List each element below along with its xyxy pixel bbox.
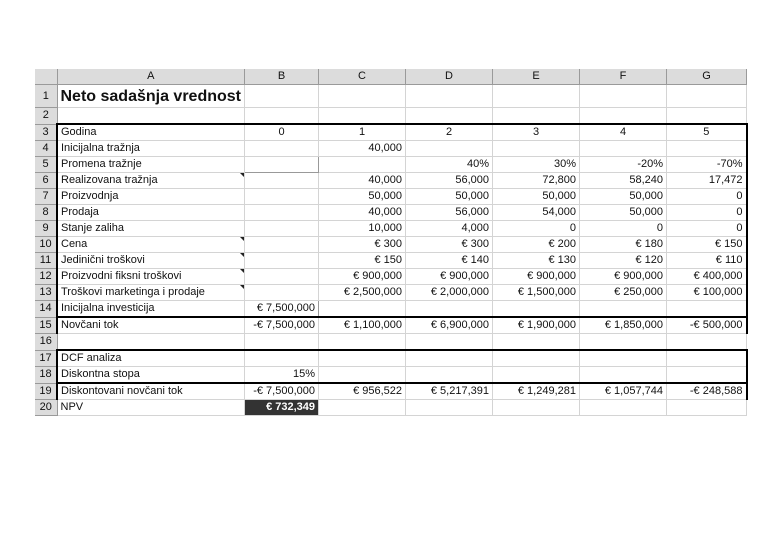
value-cell[interactable]: 0	[667, 189, 747, 205]
row-header-4[interactable]: 4	[35, 141, 57, 157]
value-cell[interactable]: 0	[580, 221, 667, 237]
value-cell[interactable]: € 300	[319, 237, 406, 253]
row-label[interactable]: Promena tražnje	[57, 157, 245, 173]
cell[interactable]	[406, 85, 493, 108]
row-header-1[interactable]: 1	[35, 85, 57, 108]
row-label[interactable]: Realizovana tražnja	[57, 173, 245, 189]
discount-rate-cell[interactable]: 15%	[245, 367, 319, 384]
value-cell[interactable]: € 900,000	[319, 269, 406, 285]
label-godina[interactable]: Godina	[57, 124, 245, 141]
value-cell[interactable]	[245, 221, 319, 237]
cell[interactable]	[580, 85, 667, 108]
select-all-corner[interactable]	[35, 69, 57, 85]
row-label[interactable]: Cena	[57, 237, 245, 253]
row-label[interactable]: Inicijalna investicija	[57, 301, 245, 318]
year-cell[interactable]: 0	[245, 124, 319, 141]
row-header-8[interactable]: 8	[35, 205, 57, 221]
value-cell[interactable]: 0	[667, 205, 747, 221]
cell[interactable]	[493, 400, 580, 416]
value-cell[interactable]: € 7,500,000	[245, 301, 319, 318]
cell[interactable]	[57, 334, 245, 351]
value-cell[interactable]: 0	[667, 221, 747, 237]
cell[interactable]	[493, 334, 580, 351]
label-novcani-tok[interactable]: Novčani tok	[57, 317, 245, 334]
column-header-B[interactable]: B	[245, 69, 319, 85]
value-cell[interactable]: 4,000	[406, 221, 493, 237]
discounted-cell[interactable]: € 1,249,281	[493, 383, 580, 400]
column-header-G[interactable]: G	[667, 69, 747, 85]
value-cell[interactable]: 54,000	[493, 205, 580, 221]
year-cell[interactable]: 2	[406, 124, 493, 141]
row-label[interactable]: Troškovi marketinga i prodaje	[57, 285, 245, 301]
discounted-cell[interactable]: -€ 248,588	[667, 383, 747, 400]
value-cell[interactable]: 10,000	[319, 221, 406, 237]
cell[interactable]	[245, 350, 319, 367]
cell[interactable]	[245, 108, 319, 125]
cell[interactable]	[57, 108, 245, 125]
value-cell[interactable]	[245, 189, 319, 205]
value-cell[interactable]	[493, 301, 580, 318]
row-label[interactable]: Jedinični troškovi	[57, 253, 245, 269]
row-header-6[interactable]: 6	[35, 173, 57, 189]
value-cell[interactable]: 40,000	[319, 141, 406, 157]
row-label[interactable]: Stanje zaliha	[57, 221, 245, 237]
value-cell[interactable]	[319, 157, 406, 173]
spreadsheet-grid[interactable]	[35, 69, 748, 416]
cell[interactable]	[493, 108, 580, 125]
value-cell[interactable]	[245, 141, 319, 157]
cell[interactable]	[667, 400, 747, 416]
value-cell[interactable]: € 150	[667, 237, 747, 253]
cell[interactable]	[245, 334, 319, 351]
row-header-17[interactable]: 17	[35, 350, 57, 367]
value-cell[interactable]	[245, 269, 319, 285]
row-header-9[interactable]: 9	[35, 221, 57, 237]
value-cell[interactable]: € 900,000	[493, 269, 580, 285]
value-cell[interactable]: 50,000	[580, 189, 667, 205]
cell[interactable]	[580, 367, 667, 384]
sheet-title[interactable]: Neto sadašnja vrednost	[57, 85, 245, 108]
value-cell[interactable]	[580, 301, 667, 318]
discounted-cell[interactable]: € 5,217,391	[406, 383, 493, 400]
year-cell[interactable]: 4	[580, 124, 667, 141]
cell[interactable]	[580, 350, 667, 367]
value-cell[interactable]	[245, 173, 319, 189]
row-label[interactable]: Proizvodni fiksni troškovi	[57, 269, 245, 285]
value-cell[interactable]: -20%	[580, 157, 667, 173]
cashflow-cell[interactable]: € 1,100,000	[319, 317, 406, 334]
value-cell[interactable]	[319, 301, 406, 318]
value-cell[interactable]: € 100,000	[667, 285, 747, 301]
value-cell[interactable]	[406, 301, 493, 318]
value-cell[interactable]: € 120	[580, 253, 667, 269]
year-cell[interactable]: 5	[667, 124, 747, 141]
cell[interactable]	[580, 400, 667, 416]
cell[interactable]	[319, 85, 406, 108]
value-cell[interactable]: 58,240	[580, 173, 667, 189]
value-cell[interactable]: € 400,000	[667, 269, 747, 285]
value-cell[interactable]: 50,000	[319, 189, 406, 205]
column-header-E[interactable]: E	[493, 69, 580, 85]
cell[interactable]	[406, 367, 493, 384]
cell[interactable]	[406, 108, 493, 125]
column-header-C[interactable]: C	[319, 69, 406, 85]
cell[interactable]	[319, 334, 406, 351]
row-header-11[interactable]: 11	[35, 253, 57, 269]
value-cell[interactable]: € 130	[493, 253, 580, 269]
value-cell[interactable]	[245, 205, 319, 221]
value-cell[interactable]: € 900,000	[406, 269, 493, 285]
label-diskontovani-tok[interactable]: Diskontovani novčani tok	[57, 383, 245, 400]
value-cell[interactable]: 56,000	[406, 173, 493, 189]
cell[interactable]	[493, 367, 580, 384]
cell[interactable]	[667, 108, 747, 125]
value-cell[interactable]	[406, 141, 493, 157]
row-header-12[interactable]: 12	[35, 269, 57, 285]
cell[interactable]	[319, 108, 406, 125]
value-cell[interactable]: 0	[493, 221, 580, 237]
row-header-20[interactable]: 20	[35, 400, 57, 416]
value-cell[interactable]	[245, 285, 319, 301]
value-cell[interactable]: € 1,500,000	[493, 285, 580, 301]
value-cell[interactable]: 40%	[406, 157, 493, 173]
cell[interactable]	[319, 350, 406, 367]
value-cell[interactable]: € 250,000	[580, 285, 667, 301]
label-dcf-analiza[interactable]: DCF analiza	[57, 350, 245, 367]
discounted-cell[interactable]: € 1,057,744	[580, 383, 667, 400]
row-header-7[interactable]: 7	[35, 189, 57, 205]
value-cell[interactable]: € 300	[406, 237, 493, 253]
cashflow-cell[interactable]: € 1,900,000	[493, 317, 580, 334]
value-cell[interactable]: € 150	[319, 253, 406, 269]
year-cell[interactable]: 1	[319, 124, 406, 141]
cell[interactable]	[667, 350, 747, 367]
value-cell[interactable]: 40,000	[319, 205, 406, 221]
cashflow-cell[interactable]: -€ 7,500,000	[245, 317, 319, 334]
row-header-19[interactable]: 19	[35, 383, 57, 400]
cell[interactable]	[245, 85, 319, 108]
row-header-15[interactable]: 15	[35, 317, 57, 334]
value-cell[interactable]: 72,800	[493, 173, 580, 189]
value-cell[interactable]: € 2,000,000	[406, 285, 493, 301]
value-cell[interactable]: € 110	[667, 253, 747, 269]
cashflow-cell[interactable]: -€ 500,000	[667, 317, 747, 334]
value-cell[interactable]: € 900,000	[580, 269, 667, 285]
value-cell[interactable]	[245, 157, 319, 173]
row-header-14[interactable]: 14	[35, 301, 57, 318]
row-label[interactable]: Inicijalna tražnja	[57, 141, 245, 157]
value-cell[interactable]: 56,000	[406, 205, 493, 221]
value-cell[interactable]: 30%	[493, 157, 580, 173]
cell[interactable]	[406, 400, 493, 416]
cashflow-cell[interactable]: € 6,900,000	[406, 317, 493, 334]
value-cell[interactable]: € 140	[406, 253, 493, 269]
cell[interactable]	[319, 400, 406, 416]
row-header-10[interactable]: 10	[35, 237, 57, 253]
row-header-16[interactable]: 16	[35, 334, 57, 351]
cell[interactable]	[406, 334, 493, 351]
value-cell[interactable]	[667, 301, 747, 318]
npv-value-cell[interactable]: € 732,349	[245, 400, 319, 416]
cell[interactable]	[667, 85, 747, 108]
value-cell[interactable]: 50,000	[406, 189, 493, 205]
cell[interactable]	[319, 367, 406, 384]
cell[interactable]	[667, 367, 747, 384]
value-cell[interactable]	[245, 253, 319, 269]
value-cell[interactable]: -70%	[667, 157, 747, 173]
row-label[interactable]: Prodaja	[57, 205, 245, 221]
value-cell[interactable]: 40,000	[319, 173, 406, 189]
value-cell[interactable]: € 180	[580, 237, 667, 253]
year-cell[interactable]: 3	[493, 124, 580, 141]
row-header-3[interactable]: 3	[35, 124, 57, 141]
column-header-A[interactable]: A	[57, 69, 245, 85]
label-diskontna-stopa[interactable]: Diskontna stopa	[57, 367, 245, 384]
row-header-18[interactable]: 18	[35, 367, 57, 384]
value-cell[interactable]	[493, 141, 580, 157]
cell[interactable]	[580, 108, 667, 125]
label-npv[interactable]: NPV	[57, 400, 245, 416]
row-header-5[interactable]: 5	[35, 157, 57, 173]
value-cell[interactable]: 50,000	[493, 189, 580, 205]
discounted-cell[interactable]: -€ 7,500,000	[245, 383, 319, 400]
cell[interactable]	[580, 334, 667, 351]
cell[interactable]	[667, 334, 747, 351]
column-header-F[interactable]: F	[580, 69, 667, 85]
cashflow-cell[interactable]: € 1,850,000	[580, 317, 667, 334]
row-header-13[interactable]: 13	[35, 285, 57, 301]
discounted-cell[interactable]: € 956,522	[319, 383, 406, 400]
value-cell[interactable]	[580, 141, 667, 157]
value-cell[interactable]: 17,472	[667, 173, 747, 189]
value-cell[interactable]	[667, 141, 747, 157]
cell[interactable]	[493, 85, 580, 108]
value-cell[interactable]	[245, 237, 319, 253]
row-label[interactable]: Proizvodnja	[57, 189, 245, 205]
value-cell[interactable]: € 2,500,000	[319, 285, 406, 301]
cell[interactable]	[493, 350, 580, 367]
column-header-D[interactable]: D	[406, 69, 493, 85]
row-header-2[interactable]: 2	[35, 108, 57, 125]
value-cell[interactable]: € 200	[493, 237, 580, 253]
value-cell[interactable]: 50,000	[580, 205, 667, 221]
cell[interactable]	[406, 350, 493, 367]
